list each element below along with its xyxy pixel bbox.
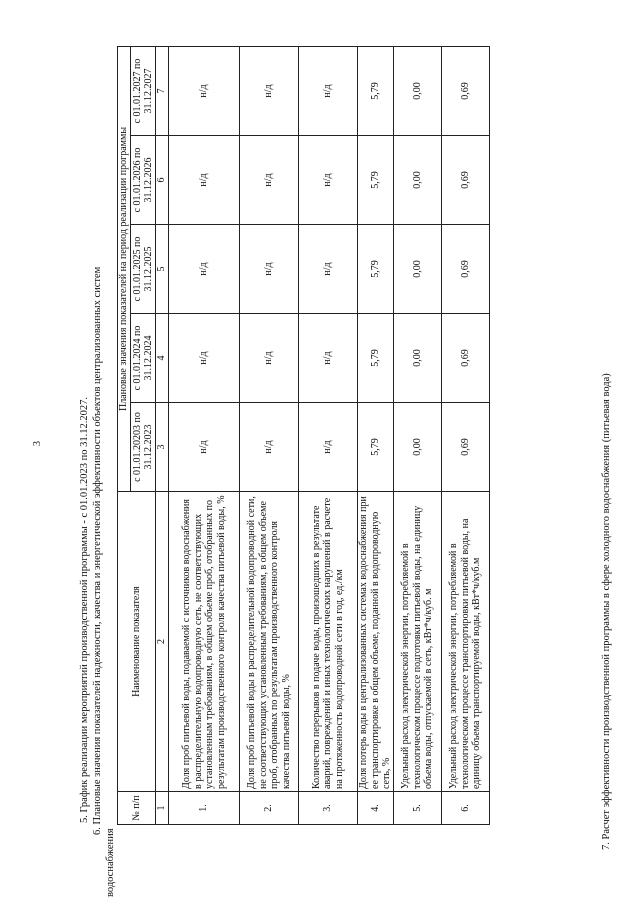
value-cell: 5,79 xyxy=(358,136,394,225)
indicator-name: Доля проб питьевой воды, подаваемой с источников водоснабжения в распределительную водопроводную сеть, не соответствующих установленным требованиям, в общем объеме проб, отобранных по результатам производственного контроля качества питьевой воды, % xyxy=(169,492,240,792)
header-indicator-name: Наименование показателя xyxy=(118,492,156,792)
value-cell: н/д xyxy=(299,225,358,314)
table-row xyxy=(358,46,394,824)
page-number: 3 xyxy=(32,441,43,446)
table-row xyxy=(169,46,240,824)
section-6-heading-continued: водоснабжения xyxy=(105,828,116,897)
value-cell: 5,79 xyxy=(358,314,394,403)
header-period-2023: с 01.01.20203 по 31.12.2023 xyxy=(131,403,156,492)
value-cell: н/д xyxy=(169,225,240,314)
section-6-heading: 6. Плановые значения показателей надежности, качества и энергетической эффективности объектов централизованных систем xyxy=(92,266,103,835)
column-numbers-row xyxy=(156,46,169,824)
value-cell: н/д xyxy=(169,136,240,225)
column-number: 5 xyxy=(156,225,169,314)
value-cell: 0,00 xyxy=(394,403,442,492)
value-cell: н/д xyxy=(240,225,299,314)
value-cell: 0,00 xyxy=(394,46,442,135)
indicator-name: Доля потерь воды в централизованных системах водоснабжения при ее транспортировке в общем объеме, поданной в водопроводную сеть, % xyxy=(358,492,394,792)
row-number: 4. xyxy=(358,792,394,825)
table-row xyxy=(442,46,490,824)
value-cell: н/д xyxy=(240,403,299,492)
value-cell: 0,00 xyxy=(394,225,442,314)
value-cell: н/д xyxy=(299,403,358,492)
value-cell: 0,00 xyxy=(394,136,442,225)
indicator-name: Доля проб питьевой воды в распределительной водопроводной сети, не соответствующих установленным требованиям, в общем объеме проб, отобранных по результатам производственного контроля качества питьевой воды, % xyxy=(240,492,299,792)
value-cell: н/д xyxy=(169,403,240,492)
value-cell: 0,69 xyxy=(442,403,490,492)
row-number: 6. xyxy=(442,792,490,825)
value-cell: н/д xyxy=(169,46,240,135)
value-cell: 0,69 xyxy=(442,136,490,225)
value-cell: 0,69 xyxy=(442,314,490,403)
row-number: 2. xyxy=(240,792,299,825)
value-cell: 5,79 xyxy=(358,225,394,314)
row-number: 5. xyxy=(394,792,442,825)
table-row xyxy=(299,46,358,824)
header-period-2025: с 01.01.2025 по 31.12.2025 xyxy=(131,225,156,314)
header-period-2026: с 01.01.2026 по 31.12.2026 xyxy=(131,136,156,225)
header-number: № п/п xyxy=(118,792,156,825)
table-row xyxy=(394,46,442,824)
indicator-name: Количество перерывов в подаче воды, произошедших в результате аварий, повреждений и иных технологических нарушений в расчете на протяженность водопроводной сети в год, ед./км xyxy=(299,492,358,792)
value-cell: н/д xyxy=(240,46,299,135)
value-cell: 0,00 xyxy=(394,314,442,403)
column-number: 2 xyxy=(156,492,169,792)
value-cell: н/д xyxy=(299,314,358,403)
column-number: 3 xyxy=(156,403,169,492)
value-cell: н/д xyxy=(240,136,299,225)
header-period-2027: с 01.01.2027 по 31.12.2027 xyxy=(131,46,156,135)
value-cell: н/д xyxy=(169,314,240,403)
value-cell: н/д xyxy=(299,136,358,225)
row-number: 1. xyxy=(169,792,240,825)
value-cell: 5,79 xyxy=(358,403,394,492)
indicator-name: Удельный расход электрической энергии, потребляемой в технологическом процессе транспортировки питьевой воды, на единицу объема транспортируемой воды, кВт*ч/куб.м xyxy=(442,492,490,792)
column-number: 6 xyxy=(156,136,169,225)
value-cell: 5,79 xyxy=(358,46,394,135)
section-5-heading: 5. График реализации мероприятий производственной программы - с 01.01.2023 по 31.12.2027. xyxy=(79,396,90,823)
column-number: 7 xyxy=(156,46,169,135)
value-cell: 0,69 xyxy=(442,225,490,314)
column-number: 1 xyxy=(156,792,169,825)
column-number: 4 xyxy=(156,314,169,403)
table-row xyxy=(240,46,299,824)
value-cell: 0,69 xyxy=(442,46,490,135)
row-number: 3. xyxy=(299,792,358,825)
value-cell: н/д xyxy=(299,46,358,135)
section-7-heading: 7. Расчет эффективности производственной программы в сфере холодного водоснабжения (питьевая вода) xyxy=(601,373,612,850)
rotated-page-content xyxy=(0,45,620,905)
indicator-name: Удельный расход электрической энергии, потребляемой в технологическом процессе подготовки питьевой воды, на единицу объема воды, отпускаемой в сеть, кВт*ч/куб. м xyxy=(394,492,442,792)
indicators-table xyxy=(117,46,490,825)
header-period-2024: с 01.01.2024 по 31.12.2024 xyxy=(131,314,156,403)
value-cell: н/д xyxy=(240,314,299,403)
header-planned-values: Плановые значения показателей на период реализации программы xyxy=(118,46,131,491)
